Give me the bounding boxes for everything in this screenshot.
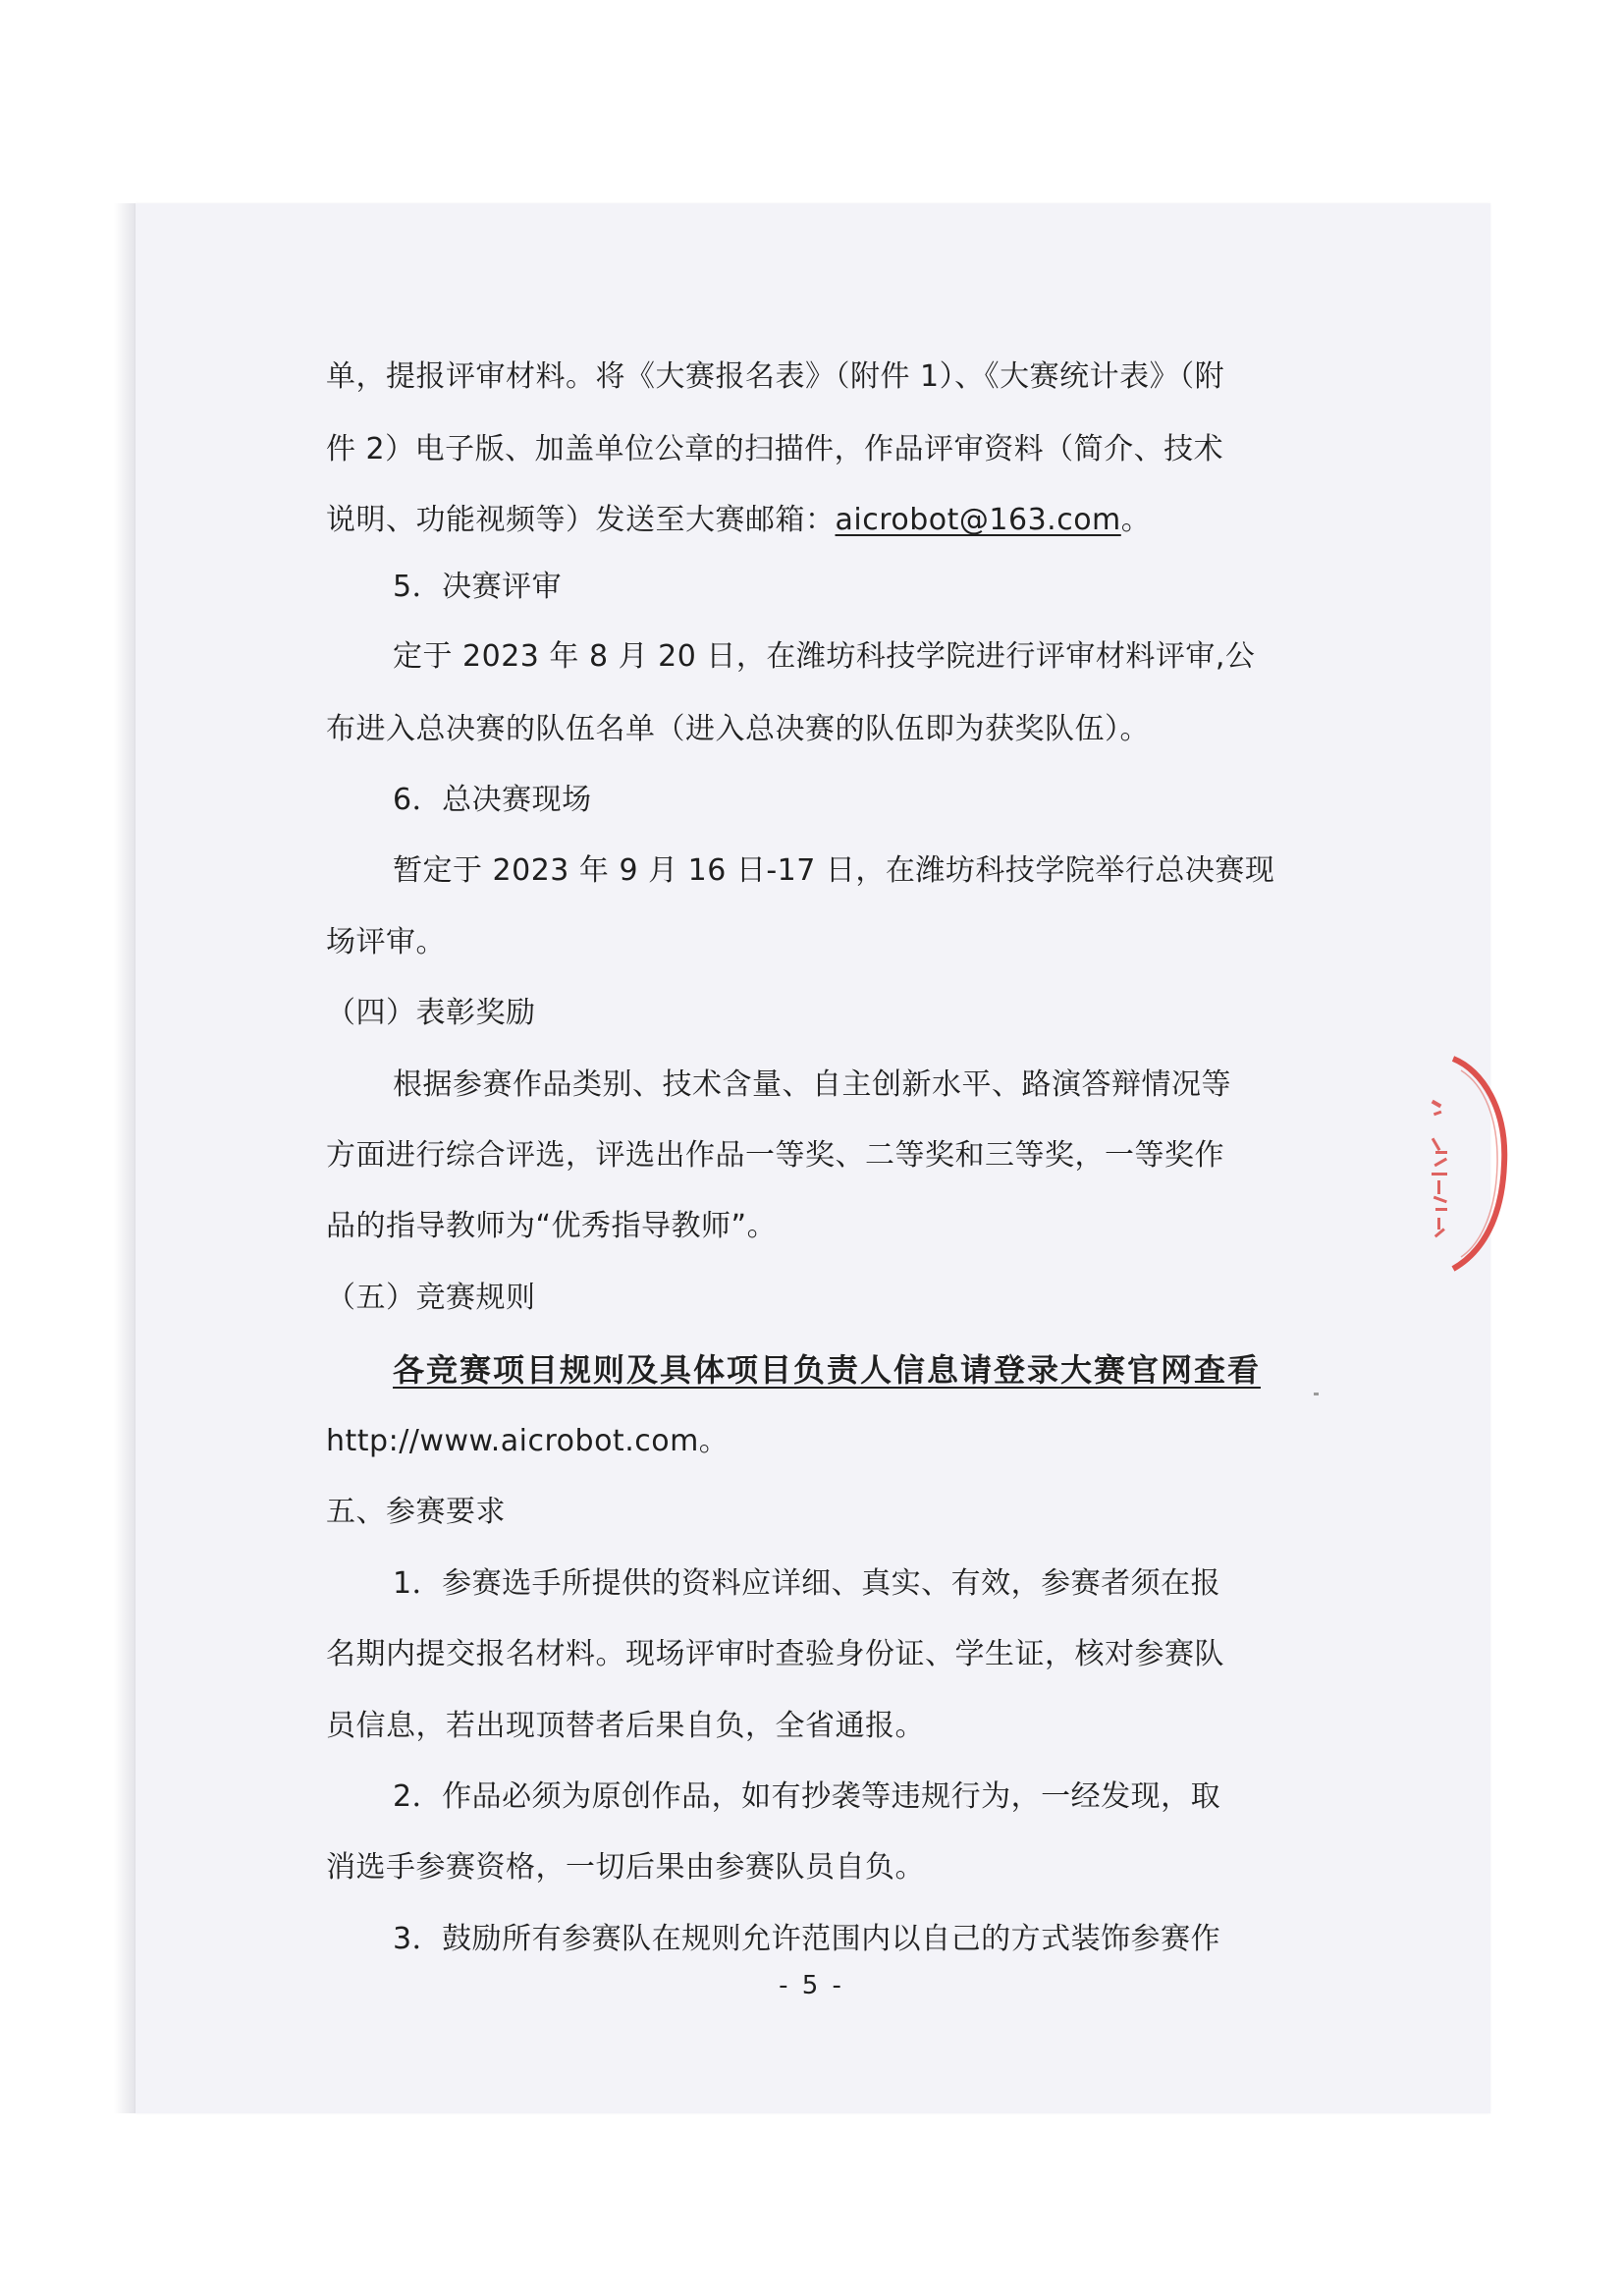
- paragraph-line-9: 场评审。: [326, 925, 446, 959]
- paragraph-line-2: 件 2）电子版、加盖单位公章的扫描件，作品评审资料（简介、技术: [326, 432, 1224, 466]
- heading-final-onsite: 6．总决赛现场: [393, 783, 592, 817]
- paragraph-line-21: 2．作品必须为原创作品，如有抄袭等违规行为，一经发现，取: [393, 1779, 1221, 1814]
- heading-final-review: 5．决赛评审: [393, 570, 563, 604]
- paragraph-line-12: 方面进行综合评选，评选出作品一等奖、二等奖和三等奖，一等奖作: [326, 1138, 1224, 1173]
- paragraph-line-19: 名期内提交报名材料。现场评审时查验身份证、学生证，核对参赛队: [326, 1637, 1224, 1671]
- paragraph-line-11: 根据参赛作品类别、技术含量、自主创新水平、路演答辩情况等: [393, 1067, 1231, 1102]
- rules-notice: 各竞赛项目规则及具体项目负责人信息请登录大赛官网查看: [393, 1351, 1262, 1389]
- paragraph-line-3: [326, 499, 1151, 542]
- official-seal-icon: [1414, 1041, 1551, 1286]
- paragraph-line-8: 暂定于 2023 年 9 月 16 日-17 日，在潍坊科技学院举行总决赛现: [393, 853, 1275, 888]
- paragraph-line-3-text: 说明、功能视频等）发送至大赛邮箱：: [326, 503, 836, 537]
- paragraph-line-3-end: 。: [1120, 503, 1152, 537]
- paragraph-line-23: 3．鼓励所有参赛队在规则允许范围内以自己的方式装饰参赛作: [393, 1922, 1221, 1956]
- paragraph-line-20: 员信息，若出现顶替者后果自负，全省通报。: [326, 1709, 925, 1743]
- paragraph-line-1: 单，提报评审材料。将《大赛报名表》（附件 1）、《大赛统计表》（附: [326, 359, 1225, 394]
- scan-speck: [1314, 1393, 1319, 1395]
- page-number: - 5 -: [779, 1971, 844, 2000]
- contest-email-link[interactable]: aicrobot@163.com: [835, 503, 1121, 537]
- paragraph-line-22: 消选手参赛资格，一切后果由参赛队员自负。: [326, 1850, 925, 1885]
- heading-requirements: 五、参赛要求: [326, 1495, 506, 1529]
- heading-rules: （五）竞赛规则: [326, 1281, 536, 1315]
- paragraph-line-6: 布进入总决赛的队伍名单（进入总决赛的队伍即为获奖队伍）。: [326, 712, 1150, 746]
- paragraph-line-18: 1．参赛选手所提供的资料应详细、真实、有效，参赛者须在报: [393, 1566, 1221, 1601]
- paragraph-line-13: 品的指导教师为“优秀指导教师”。: [326, 1209, 778, 1243]
- official-website-link[interactable]: http://www.aicrobot.com。: [326, 1424, 730, 1458]
- heading-awards: （四）表彰奖励: [326, 996, 536, 1030]
- paragraph-line-5: 定于 2023 年 8 月 20 日，在潍坊科技学院进行评审材料评审,公: [393, 639, 1256, 674]
- paper-shadow: [114, 203, 137, 2113]
